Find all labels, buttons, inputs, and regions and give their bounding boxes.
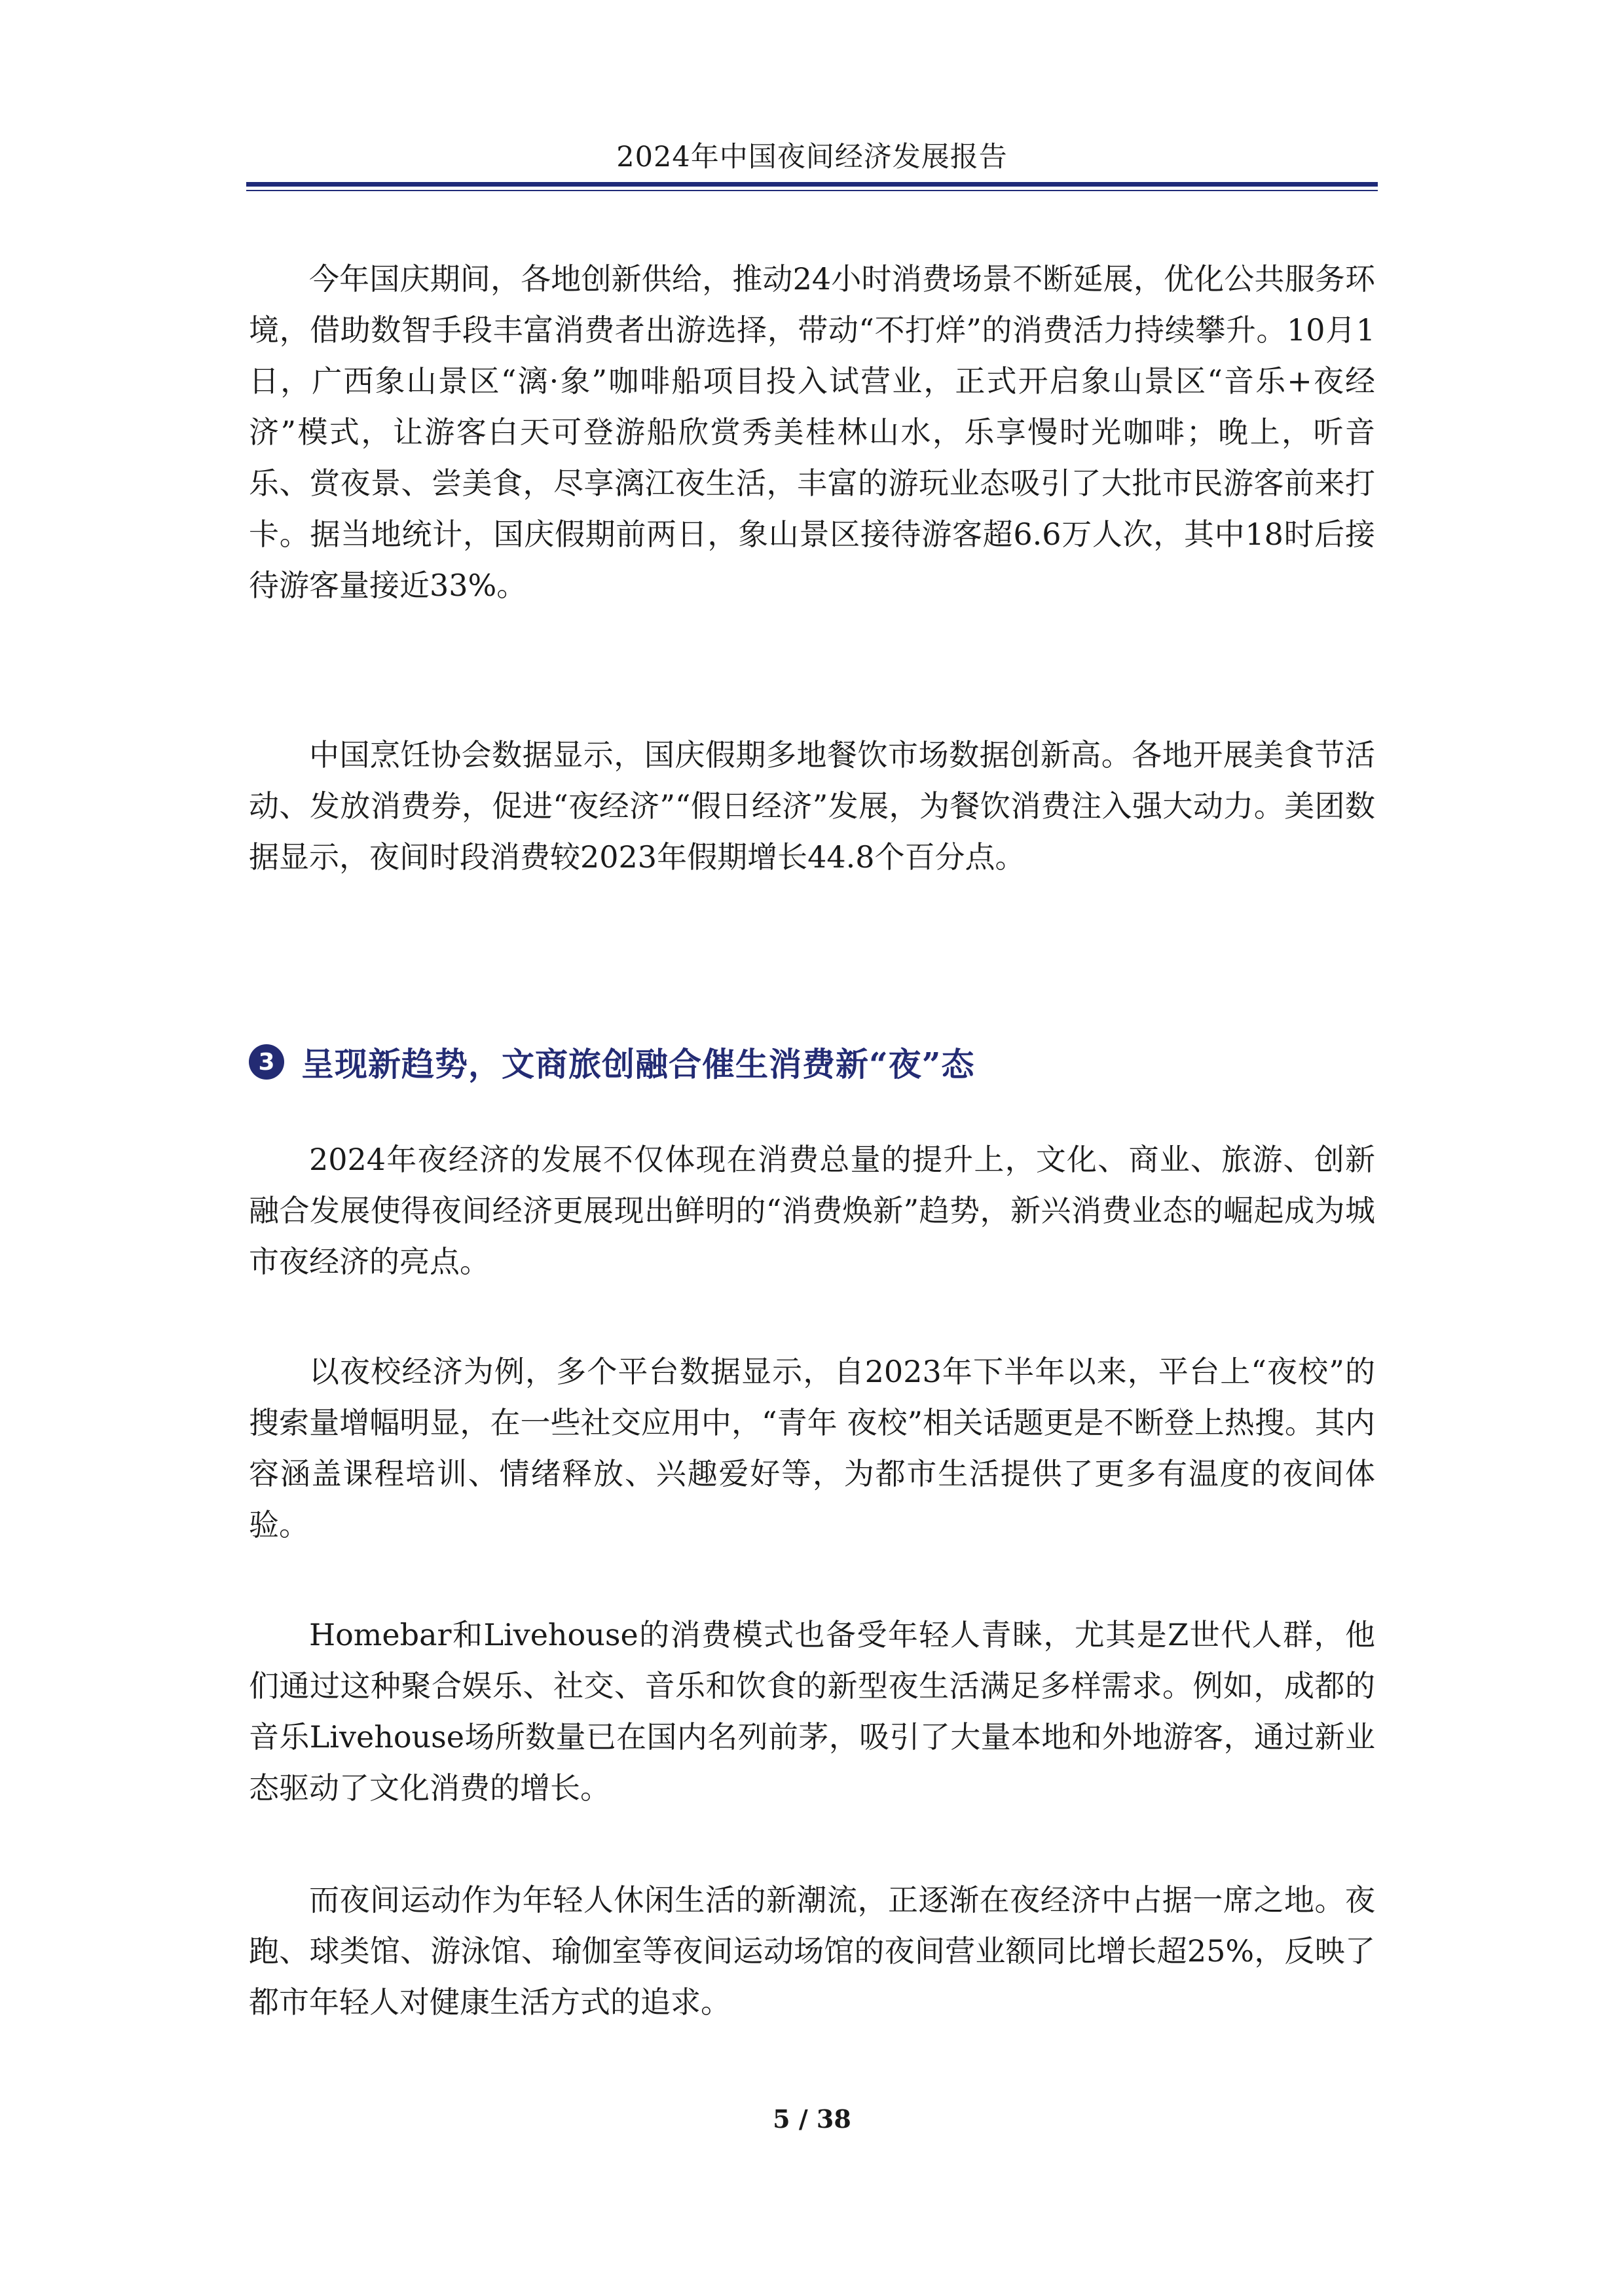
body-paragraph: 2024年夜经济的发展不仅体现在消费总量的提升上，文化、商业、旅游、创新融合发展使得夜间经济更展现出鲜明的“消费焕新”趋势，新兴消费业态的崛起成为城市夜经济的亮点。 bbox=[249, 1142, 1375, 1279]
section-number-badge: 3 bbox=[249, 1044, 284, 1080]
running-header-title: 2024年中国夜间经济发展报告 bbox=[616, 141, 1008, 173]
body-paragraph: 中国烹饪协会数据显示，国庆假期多地餐饮市场数据创新高。各地开展美食节活动、发放消费券，促进“夜经济”“假日经济”发展，为餐饮消费注入强大动力。美团数据显示，夜间时段消费较2023年假期增长44.8个百分点。 bbox=[249, 737, 1375, 875]
body-paragraph: 以夜校经济为例，多个平台数据显示，自2023年下半年以来，平台上“夜校”的搜索量增幅明显，在一些社交应用中，“青年 夜校”相关话题更是不断登上热搜。其内容涵盖课程培训、情绪释放、兴趣爱好等，为都市生活提供了更多有温度的夜间体验。 bbox=[249, 1354, 1375, 1542]
body-paragraph: 而夜间运动作为年轻人休闲生活的新潮流，正逐渐在夜经济中占据一席之地。夜跑、球类馆、游泳馆、瑜伽室等夜间运动场馆的夜间营业额同比增长超25%，反映了都市年轻人对健康生活方式的追求。 bbox=[249, 1882, 1375, 2020]
body-paragraph: 今年国庆期间，各地创新供给，推动24小时消费场景不断延展，优化公共服务环境，借助数智手段丰富消费者出游选择，带动“不打烊”的消费活力持续攀升。10月1日，广西象山景区“漓·象”咖啡船项目投入试营业，正式开启象山景区“音乐+夜经济”模式，让游客白天可登游船欣赏秀美桂林山水，乐享慢时光咖啡；晚上，听音乐、赏夜景、尝美食，尽享漓江夜生活，丰富的游玩业态吸引了大批市民游客前来打卡。据当地统计，国庆假期前两日，象山景区接待游客超6.6万人次，其中18时后接待游客量接近33%。 bbox=[249, 261, 1375, 603]
page-number: 5 / 38 bbox=[773, 2104, 851, 2134]
body-paragraph: Homebar和Livehouse的消费模式也备受年轻人青睐，尤其是Z世代人群，他们通过这种聚合娱乐、社交、音乐和饮食的新型夜生活满足多样需求。例如，成都的音乐Livehouse场所数量已在国内名列前茅，吸引了大量本地和外地游客，通过新业态驱动了文化消费的增长。 bbox=[249, 1617, 1375, 1806]
header-rule-thick bbox=[246, 182, 1378, 187]
header-rule-thin bbox=[246, 190, 1378, 191]
section-title: 呈现新趋势，文商旅创融合催生消费新“夜”态 bbox=[301, 1045, 975, 1084]
section-heading bbox=[249, 1036, 1375, 1088]
